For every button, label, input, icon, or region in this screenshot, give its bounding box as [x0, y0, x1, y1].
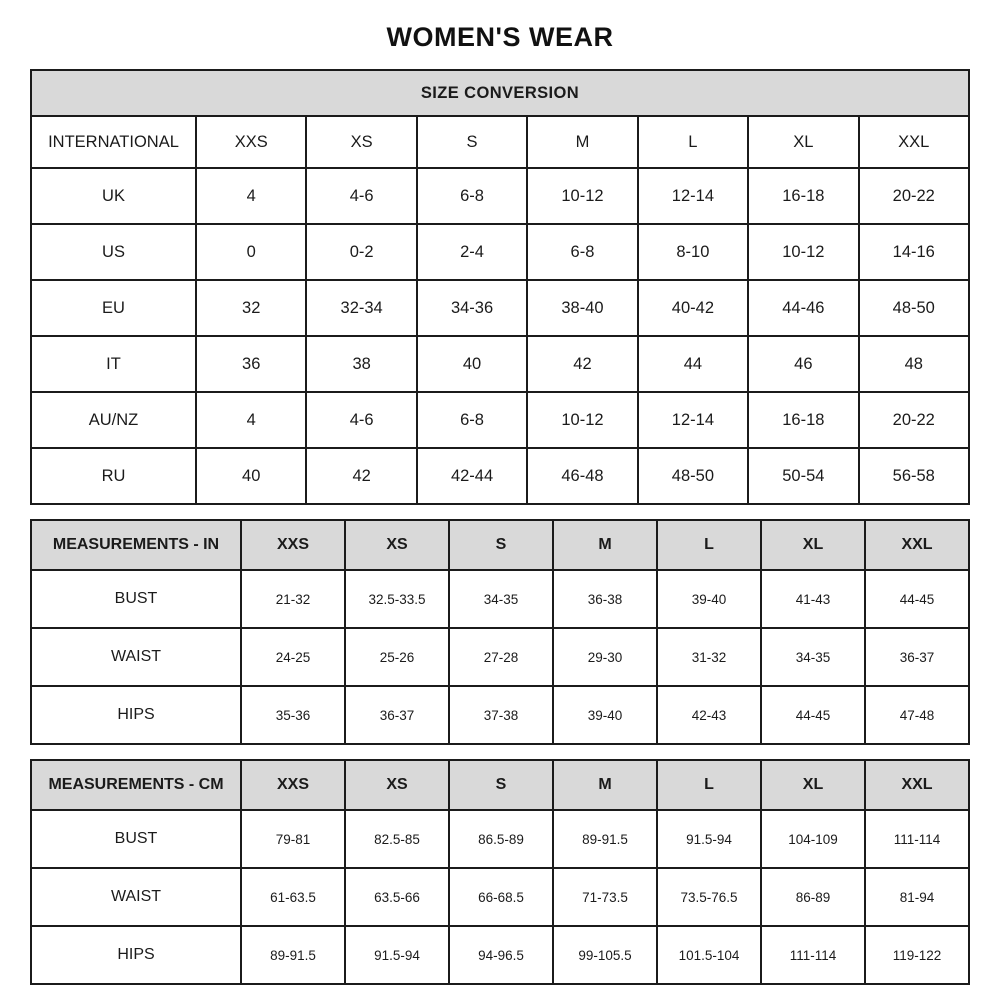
table-cell: 36-38	[553, 570, 657, 628]
size-conversion-table	[30, 69, 970, 505]
table-cell: 48-50	[859, 280, 969, 336]
measurements-cm-table	[30, 759, 970, 985]
table-cell: 27-28	[449, 628, 553, 686]
row-label: UK	[31, 168, 196, 224]
table-cell: 46	[748, 336, 858, 392]
row-label: WAIST	[31, 628, 241, 686]
row-label: EU	[31, 280, 196, 336]
table-row	[31, 392, 969, 448]
size-column-header: XS	[345, 520, 449, 570]
table-cell: 111-114	[865, 810, 969, 868]
table-header-row	[31, 760, 969, 810]
table-cell: 6-8	[417, 168, 527, 224]
table-cell: 24-25	[241, 628, 345, 686]
table-cell: 32.5-33.5	[345, 570, 449, 628]
table-cell: 39-40	[657, 570, 761, 628]
size-column-header: L	[657, 520, 761, 570]
table-cell: 10-12	[527, 168, 637, 224]
table-cell: 42	[306, 448, 416, 504]
table-cell: 4	[196, 168, 306, 224]
table-cell: 35-36	[241, 686, 345, 744]
table-cell: 2-4	[417, 224, 527, 280]
row-category-header: MEASUREMENTS - CM	[31, 760, 241, 810]
row-label: BUST	[31, 570, 241, 628]
table-header-row	[31, 520, 969, 570]
size-column-header: XS	[306, 116, 416, 168]
table-cell: 10-12	[527, 392, 637, 448]
measurements-in-table	[30, 519, 970, 745]
table-cell: 34-35	[449, 570, 553, 628]
size-column-header: M	[527, 116, 637, 168]
row-label: AU/NZ	[31, 392, 196, 448]
size-column-header: S	[449, 520, 553, 570]
table-cell: 38	[306, 336, 416, 392]
table-cell: 29-30	[553, 628, 657, 686]
row-category-header: INTERNATIONAL	[31, 116, 196, 168]
table-cell: 61-63.5	[241, 868, 345, 926]
table-cell: 36	[196, 336, 306, 392]
size-column-header: XXS	[241, 760, 345, 810]
row-label: RU	[31, 448, 196, 504]
table-cell: 101.5-104	[657, 926, 761, 984]
table-cell: 71-73.5	[553, 868, 657, 926]
table-cell: 48	[859, 336, 969, 392]
table-cell: 12-14	[638, 168, 748, 224]
table-cell: 25-26	[345, 628, 449, 686]
size-column-header: XXL	[865, 760, 969, 810]
table-cell: 44	[638, 336, 748, 392]
size-column-header: L	[657, 760, 761, 810]
table-cell: 44-46	[748, 280, 858, 336]
size-column-header: XL	[748, 116, 858, 168]
table-cell: 21-32	[241, 570, 345, 628]
row-label: WAIST	[31, 868, 241, 926]
table-cell: 86-89	[761, 868, 865, 926]
table-cell: 16-18	[748, 168, 858, 224]
table-cell: 20-22	[859, 392, 969, 448]
table-cell: 42-44	[417, 448, 527, 504]
table-row	[31, 570, 969, 628]
table-cell: 36-37	[345, 686, 449, 744]
table-row	[31, 336, 969, 392]
table-cell: 86.5-89	[449, 810, 553, 868]
table-cell: 40	[417, 336, 527, 392]
table-row	[31, 168, 969, 224]
table-cell: 104-109	[761, 810, 865, 868]
table-cell: 50-54	[748, 448, 858, 504]
table-cell: 42	[527, 336, 637, 392]
table-row	[31, 448, 969, 504]
table-row	[31, 224, 969, 280]
table-cell: 8-10	[638, 224, 748, 280]
table-cell: 82.5-85	[345, 810, 449, 868]
size-column-header: XS	[345, 760, 449, 810]
table-cell: 44-45	[865, 570, 969, 628]
size-column-header: M	[553, 760, 657, 810]
table-cell: 32	[196, 280, 306, 336]
size-column-header: S	[417, 116, 527, 168]
size-column-header: XL	[761, 520, 865, 570]
size-column-header: XXL	[859, 116, 969, 168]
table-cell: 4-6	[306, 168, 416, 224]
table-row	[31, 868, 969, 926]
size-column-header: M	[553, 520, 657, 570]
table-cell: 0	[196, 224, 306, 280]
table-cell: 34-36	[417, 280, 527, 336]
row-label: BUST	[31, 810, 241, 868]
table-cell: 16-18	[748, 392, 858, 448]
table-cell: 63.5-66	[345, 868, 449, 926]
page-title: WOMEN'S WEAR	[386, 22, 614, 52]
table-cell: 47-48	[865, 686, 969, 744]
table-row	[31, 926, 969, 984]
table-cell: 111-114	[761, 926, 865, 984]
table-cell: 0-2	[306, 224, 416, 280]
table-cell: 48-50	[638, 448, 748, 504]
table-cell: 6-8	[527, 224, 637, 280]
table-cell: 14-16	[859, 224, 969, 280]
row-category-header: MEASUREMENTS - IN	[31, 520, 241, 570]
table-cell: 91.5-94	[657, 810, 761, 868]
table-cell: 31-32	[657, 628, 761, 686]
size-column-header: XXS	[241, 520, 345, 570]
row-label: IT	[31, 336, 196, 392]
table-cell: 32-34	[306, 280, 416, 336]
table-cell: 4-6	[306, 392, 416, 448]
row-label: US	[31, 224, 196, 280]
row-label: HIPS	[31, 926, 241, 984]
table-cell: 119-122	[865, 926, 969, 984]
table-cell: 38-40	[527, 280, 637, 336]
table-title: SIZE CONVERSION	[31, 70, 969, 116]
table-cell: 89-91.5	[553, 810, 657, 868]
table-cell: 56-58	[859, 448, 969, 504]
table-row	[31, 686, 969, 744]
size-column-header: L	[638, 116, 748, 168]
table-cell: 40-42	[638, 280, 748, 336]
table-cell: 20-22	[859, 168, 969, 224]
table-cell: 81-94	[865, 868, 969, 926]
table-row	[31, 628, 969, 686]
table-cell: 42-43	[657, 686, 761, 744]
table-header-row	[31, 116, 969, 168]
table-cell: 4	[196, 392, 306, 448]
table-cell: 6-8	[417, 392, 527, 448]
table-cell: 66-68.5	[449, 868, 553, 926]
table-cell: 46-48	[527, 448, 637, 504]
table-cell: 12-14	[638, 392, 748, 448]
table-cell: 34-35	[761, 628, 865, 686]
table-row	[31, 280, 969, 336]
table-cell: 99-105.5	[553, 926, 657, 984]
table-cell: 73.5-76.5	[657, 868, 761, 926]
row-label: HIPS	[31, 686, 241, 744]
table-cell: 44-45	[761, 686, 865, 744]
table-cell: 89-91.5	[241, 926, 345, 984]
table-cell: 91.5-94	[345, 926, 449, 984]
size-column-header: XL	[761, 760, 865, 810]
table-cell: 79-81	[241, 810, 345, 868]
table-row	[31, 810, 969, 868]
size-column-header: XXL	[865, 520, 969, 570]
table-cell: 39-40	[553, 686, 657, 744]
table-cell: 41-43	[761, 570, 865, 628]
table-cell: 37-38	[449, 686, 553, 744]
table-cell: 40	[196, 448, 306, 504]
size-column-header: S	[449, 760, 553, 810]
table-cell: 10-12	[748, 224, 858, 280]
table-cell: 94-96.5	[449, 926, 553, 984]
size-column-header: XXS	[196, 116, 306, 168]
table-cell: 36-37	[865, 628, 969, 686]
